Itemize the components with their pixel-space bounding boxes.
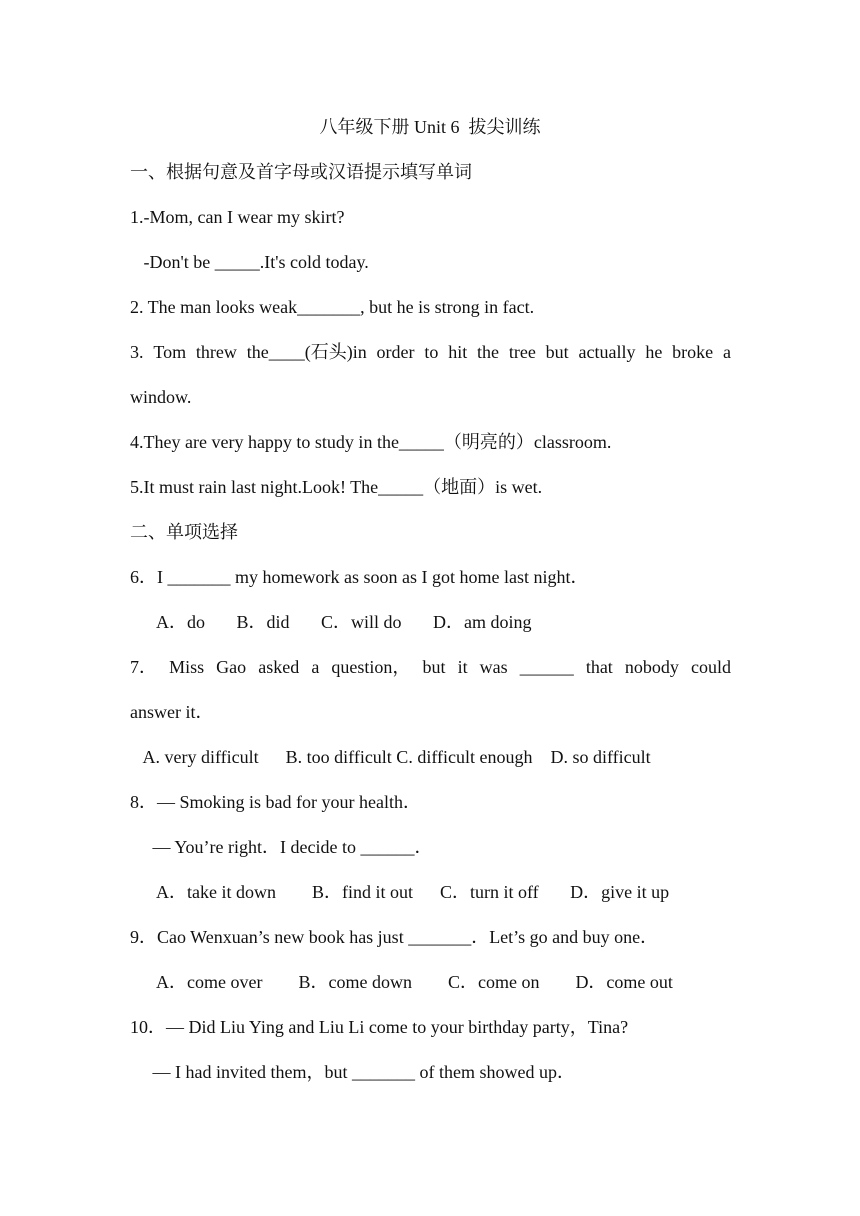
page-title: 八年级下册 Unit 6 拔尖训练 [319,117,541,137]
word: was [479,657,508,677]
word: that [585,657,613,677]
section-1-heading: 一、根据句意及首字母或汉语提示填写单词 [130,162,472,182]
question-2: 2. The man looks weak_______, but he is strong in fact. [130,297,535,317]
question-10-line-1: 10．— Did Liu Ying and Liu Li come to your birthday party，Tina? [130,1017,629,1037]
word: could [690,657,731,677]
word: the [477,342,500,362]
question-7-line-2: answer it． [130,702,214,722]
question-8-line-1: 8．— Smoking is bad for your health． [130,792,421,812]
question-1-line-2: -Don't be _____.It's cold today. [130,252,369,272]
question-10-line-2: — I had invited them，but _______ of them showed up． [130,1062,575,1082]
word: ______ [519,657,574,677]
word: nobody [624,657,679,677]
question-3-line-2: window. [130,387,192,407]
word: 7． [130,657,157,677]
question-4: 4.They are very happy to study in the_____（明亮的）classroom. [130,432,612,452]
question-8-options: A．take it down B．find it out C．turn it off D．give it up [130,882,670,902]
word: he [645,342,663,362]
word: a [311,657,320,677]
word: but [422,657,446,677]
word: Miss [169,657,205,677]
word: question， [331,657,411,677]
question-7-line-1 [130,656,731,678]
word: Tom [153,342,187,362]
word: it [457,657,468,677]
word: Gao [216,657,247,677]
question-1-line-1: 1.-Mom, can I wear my skirt? [130,207,345,227]
question-3-line-1 [130,341,731,363]
word: broke [672,342,714,362]
question-5: 5.It must rain last night.Look! The_____（地面）is wet. [130,477,543,497]
word: to [424,342,439,362]
word: actually [578,342,636,362]
question-9-options: A．come over B．come down C．come on D．come out [130,972,673,992]
question-6-options: A．do B．did C．will do D．am doing [130,612,532,632]
word: order [376,342,415,362]
question-8-line-2: — You’re right．I decide to ______． [130,837,433,857]
question-7-options: A. very difficult B. too difficult C. difficult enough D. so difficult [130,747,651,767]
word: tree [508,342,536,362]
question-6: 6．I _______ my homework as soon as I got home last night． [130,567,589,587]
word: a [722,342,731,362]
word: 3. [130,342,144,362]
section-2-heading: 二、单项选择 [130,522,238,542]
word: but [545,342,569,362]
word: hit [448,342,468,362]
word: asked [258,657,300,677]
word: threw [195,342,237,362]
question-9: 9．Cao Wenxuan’s new book has just _______．Let’s go and buy one． [130,927,659,947]
word: the____(石头)in [246,342,367,362]
